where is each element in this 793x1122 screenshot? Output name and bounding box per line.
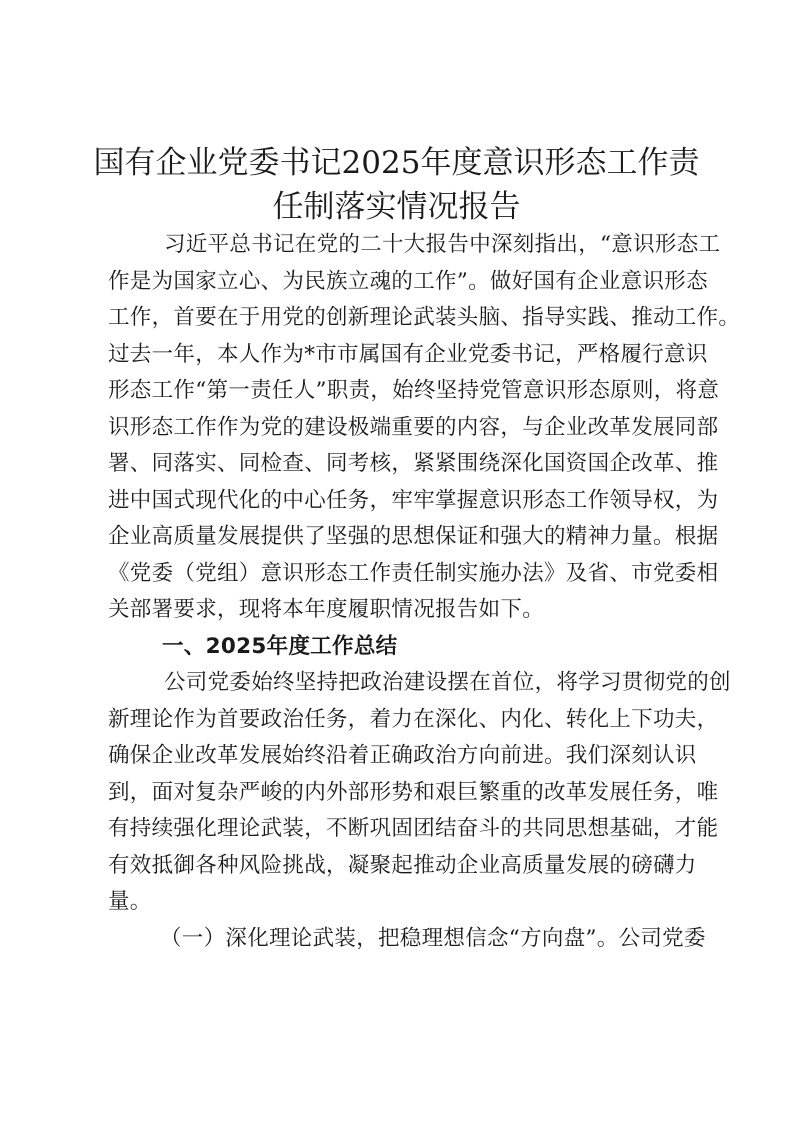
section-paragraph-line: 到，面对复杂严峻的内外部形势和艰巨繁重的改革发展任务，唯 bbox=[108, 780, 719, 805]
intro-paragraph-line: 习近平总书记在党的二十大报告中深刻指出，“意识形态工 bbox=[164, 232, 721, 257]
section-paragraph-line: 新理论作为首要政治任务，着力在深化、内化、转化上下功夫， bbox=[108, 707, 719, 732]
section-paragraph-line: 有持续强化理论武装，不断巩固团结奋斗的共同思想基础，才能 bbox=[108, 816, 719, 841]
section-paragraph-line: 确保企业改革发展始终沿着正确政治方向前进。我们深刻认识 bbox=[108, 743, 697, 768]
document-title-line-2: 任制落实情况报告 bbox=[272, 189, 521, 225]
document-title-line-1: 国有企业党委书记2025年度意识形态工作责 bbox=[93, 145, 700, 181]
intro-paragraph-line: 过去一年，本人作为*市市属国有企业党委书记，严格履行意识 bbox=[108, 342, 708, 367]
intro-paragraph-line: 工作，首要在于用党的创新理论武装头脑、指导实践、推动工作。 bbox=[108, 305, 741, 330]
intro-paragraph-line: 署、同落实、同检查、同考核，紧紧围绕深化国资国企改革、推 bbox=[108, 451, 719, 476]
intro-paragraph-line: 作是为国家立心、为民族立魂的工作”。做好国有企业意识形态 bbox=[108, 269, 708, 294]
section-heading: 一、2025年度工作总结 bbox=[162, 634, 398, 659]
subsection-heading-line: （一）深化理论武装，把稳理想信念“方向盘”。公司党委 bbox=[160, 926, 706, 951]
intro-paragraph-line: 识形态工作作为党的建设极端重要的内容，与企业改革发展同部 bbox=[108, 415, 719, 440]
intro-paragraph-line: 进中国式现代化的中心任务，牢牢掌握意识形态工作领导权，为 bbox=[108, 488, 719, 513]
intro-paragraph-line: 《党委（党组）意识形态工作责任制实施办法》及省、市党委相 bbox=[108, 561, 719, 586]
intro-paragraph-line: 企业高质量发展提供了坚强的思想保证和强大的精神力量。根据 bbox=[108, 524, 719, 549]
section-paragraph-line: 公司党委始终坚持把政治建设摆在首位，将学习贯彻党的创 bbox=[164, 670, 731, 695]
intro-paragraph-line: 形态工作“第一责任人”职责，始终坚持党管意识形态原则，将意 bbox=[108, 378, 720, 403]
intro-paragraph-line: 关部署要求，现将本年度履职情况报告如下。 bbox=[108, 597, 545, 622]
section-paragraph-line: 量。 bbox=[108, 889, 152, 914]
section-paragraph-line: 有效抵御各种风险挑战，凝聚起推动企业高质量发展的磅礴力 bbox=[108, 853, 697, 878]
